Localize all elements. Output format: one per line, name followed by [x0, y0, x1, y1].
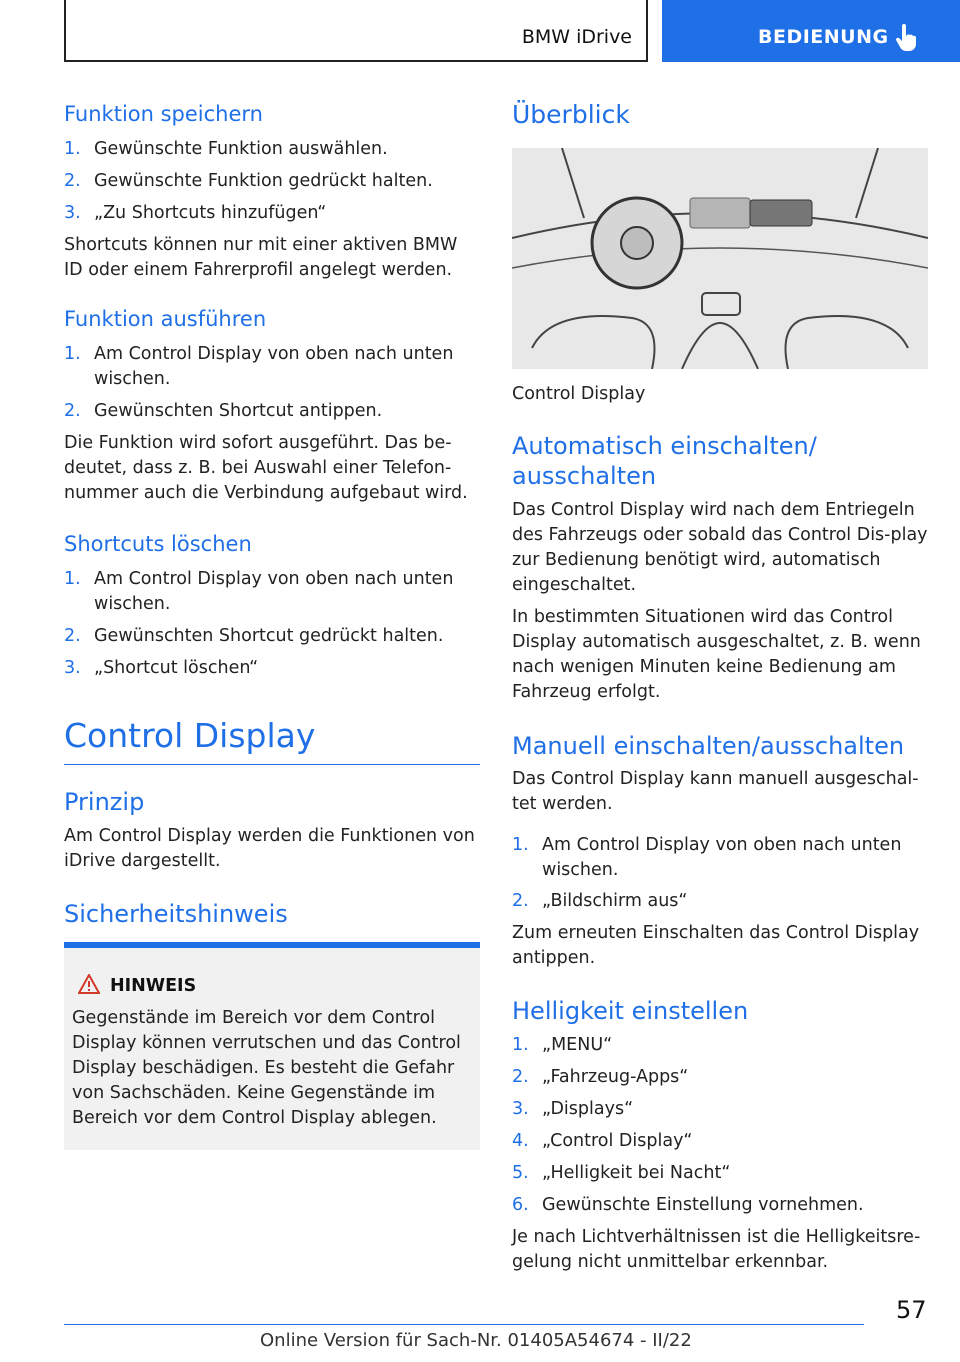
list-item: [512, 889, 928, 914]
list-item: [512, 1193, 928, 1218]
heading-funktion-ausfuehren: Funktion ausführen: [64, 307, 267, 331]
list-text: „Helligkeit bei Nacht“: [542, 1163, 731, 1183]
automatisch-text-1: Das Control Display wird nach dem Entriegeln des Fahrzeugs oder sobald das Control Dis-play zur Bedienung benötigt wird, automatisch eingeschaltet.: [512, 500, 928, 595]
page-number: 57: [896, 1296, 927, 1324]
list-item: [64, 624, 480, 649]
hand-pointer-icon: [894, 24, 918, 52]
list-item: [64, 201, 480, 226]
heading-funktion-speichern: Funktion speichern: [64, 102, 263, 126]
manuell-after-text: Zum erneuten Einschalten das Control Display antippen.: [512, 923, 920, 968]
list-number: 3.: [64, 203, 81, 223]
list-number: 2.: [64, 401, 81, 421]
list-item: [512, 1033, 928, 1058]
list-number: 2.: [512, 1067, 529, 1087]
list-number: 1.: [64, 569, 81, 589]
list-number: 2.: [64, 626, 81, 646]
note-text: Gegenstände im Bereich vor dem Control Display können verrutschen und das Control Display beschädigen. Es besteht die Gefahr von Sachschäden. Keine Gegenstände im Bereich vor dem Control Display ablegen.: [72, 1008, 461, 1128]
list-text: „Shortcut löschen“: [94, 658, 259, 678]
list-item: [64, 342, 480, 392]
heading-prinzip: Prinzip: [64, 788, 145, 816]
section-divider: [64, 764, 480, 765]
header-section-box: [64, 0, 648, 62]
list-number: 1.: [64, 139, 81, 159]
automatisch-text-2: In bestimmten Situationen wird das Control Display automatisch ausgeschaltet, z. B. wenn nach wenigen Minuten keine Bedienung am Fahrzeug erfolgt.: [512, 607, 921, 702]
list-number: 3.: [64, 658, 81, 678]
list-item: [64, 399, 480, 424]
ausfuehren-text: Die Funktion wird sofort ausgeführt. Das be-deutet, dass z. B. bei Auswahl einer Telefon-nummer auch die Verbindung aufgebaut wird.: [64, 433, 468, 503]
list-number: 3.: [512, 1099, 529, 1119]
manuell-text: Das Control Display kann manuell ausgeschal-tet werden.: [512, 769, 919, 814]
cockpit-illustration: [512, 148, 928, 369]
list-number: 1.: [512, 835, 529, 855]
list-text: „Zu Shortcuts hinzufügen“: [94, 203, 327, 223]
list-text: „Fahrzeug-Apps“: [542, 1067, 689, 1087]
list-number: 6.: [512, 1195, 529, 1215]
list-item: [64, 656, 480, 681]
list-text: „Displays“: [542, 1099, 634, 1119]
list-text: Am Control Display von oben nach unten wischen.: [94, 344, 454, 389]
list-number: 2.: [512, 891, 529, 911]
list-item: [512, 1161, 928, 1186]
list-number: 1.: [64, 344, 81, 364]
list-text: Gewünschte Funktion gedrückt halten.: [94, 171, 433, 191]
list-number: 1.: [512, 1035, 529, 1055]
shortcut-note-text: Shortcuts können nur mit einer aktiven BMW ID oder einem Fahrerprofil angelegt werden.: [64, 235, 458, 280]
header-chapter-title: BEDIENUNG: [758, 26, 889, 48]
warning-note-box: [64, 942, 480, 1150]
list-item: [64, 169, 480, 194]
note-title: HINWEIS: [110, 976, 197, 996]
heading-automatisch-1: Automatisch einschalten/: [512, 432, 817, 460]
heading-helligkeit: Helligkeit einstellen: [512, 997, 749, 1025]
list-text: „Bildschirm aus“: [542, 891, 688, 911]
heading-automatisch-2: ausschalten: [512, 462, 657, 490]
list-number: 2.: [64, 171, 81, 191]
list-text: Gewünschten Shortcut antippen.: [94, 401, 383, 421]
list-number: 4.: [512, 1131, 529, 1151]
prinzip-text: Am Control Display werden die Funktionen von iDrive dargestellt.: [64, 826, 475, 871]
helligkeit-after-text: Je nach Lichtverhältnissen ist die Helligkeitsre-gelung nicht unmittelbar erkennbar.: [512, 1227, 921, 1272]
list-text: Am Control Display von oben nach unten wischen.: [94, 569, 454, 614]
footer-text: Online Version für Sach-Nr. 01405A54674 - II/22: [260, 1330, 692, 1351]
list-text: Gewünschte Einstellung vornehmen.: [542, 1195, 864, 1215]
heading-sicherheitshinweis: Sicherheitshinweis: [64, 900, 288, 928]
footer-divider: [64, 1324, 864, 1325]
heading-ueberblick: Überblick: [512, 100, 630, 129]
list-item: [512, 1097, 928, 1122]
illustration-caption: Control Display: [512, 384, 646, 404]
heading-control-display: Control Display: [64, 716, 316, 755]
list-item: [512, 833, 928, 883]
list-item: [64, 567, 480, 617]
list-text: „MENU“: [542, 1035, 613, 1055]
list-text: Gewünschten Shortcut gedrückt halten.: [94, 626, 444, 646]
warning-triangle-icon: [78, 974, 100, 994]
heading-shortcuts-loeschen: Shortcuts löschen: [64, 532, 252, 556]
heading-manuell: Manuell einschalten/ausschalten: [512, 732, 905, 760]
header-section-title: BMW iDrive: [521, 26, 632, 48]
header-chapter-box: [662, 0, 960, 62]
list-text: „Control Display“: [542, 1131, 693, 1151]
list-item: [512, 1065, 928, 1090]
list-text: Gewünschte Funktion auswählen.: [94, 139, 388, 159]
list-text: Am Control Display von oben nach unten wischen.: [542, 835, 902, 880]
list-item: [64, 137, 480, 162]
list-item: [512, 1129, 928, 1154]
cockpit-drawing: [512, 148, 928, 369]
list-number: 5.: [512, 1163, 529, 1183]
